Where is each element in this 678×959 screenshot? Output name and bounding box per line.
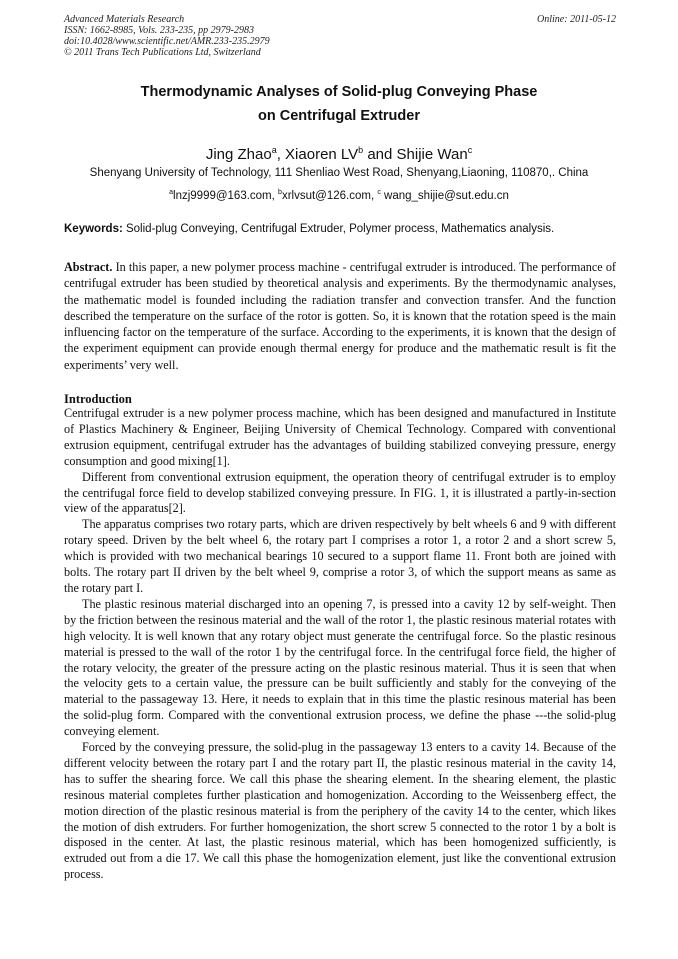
paragraph: Centrifugal extruder is a new polymer process machine, which has been designed and manufactured in Institute of Plastics Machinery & Engineer, Beijing University of Chemical Technology. Compared with conventional extrusion equipment, centrifugal extruder has the advantages of building stabilized conveying pressure, energy consumption and good mixing[1]. bbox=[64, 406, 616, 468]
section-heading-introduction: Introduction bbox=[64, 392, 132, 406]
email-mark: a bbox=[169, 189, 174, 196]
journal-name: Advanced Materials Research bbox=[64, 14, 185, 25]
email-mark: c bbox=[377, 189, 381, 196]
author-name: Xiaoren LV bbox=[285, 146, 359, 163]
email-address: xrlvsut@126.com, bbox=[281, 189, 378, 202]
email-address: lnzj9999@163.com, bbox=[173, 189, 279, 202]
paper-title-line-2: on Centrifugal Extruder bbox=[258, 108, 420, 124]
abstract-text: In this paper, a new polymer process machine - centrifugal extruder is introduced. The performance of centrifugal extruder has been studied by theoretical analysis and experiments. By the thermodynamic analyses, the mathematic model is founded including the radiation transfer and convection transfer. And the function described the temperature on the surface of the rotor is gotten. So, it is known that the rotation speed is the main influencing factor on the temperature of the surface. According to the experiments, it is known that the design of the experiment equipment can provide enough thermal energy for produce and the mathematic result is fit the experiments’ very well. bbox=[64, 260, 616, 372]
email-mark: b bbox=[278, 189, 282, 196]
author-separator: and bbox=[363, 146, 397, 163]
issn-line: ISSN: 1662-8985, Vols. 233-235, pp 2979-2983 bbox=[64, 25, 254, 36]
journal-header bbox=[64, 14, 616, 58]
copyright-line: © 2011 Trans Tech Publications Ltd, Switzerland bbox=[64, 47, 261, 58]
paper-title-line-1: Thermodynamic Analyses of Solid-plug Conveying Phase bbox=[140, 84, 538, 100]
author-affil-mark: b bbox=[358, 145, 364, 155]
author-list bbox=[0, 140, 678, 165]
paragraph: The apparatus comprises two rotary parts, which are driven respectively by belt wheels 6 and 9 with different rotary speed. Driven by the belt wheel 6, the rotary part I comprises a rotor 1, a rotor 2 and a short screw 5, which is provided with two mechanical bearings 10 secured to a support flame 11. Front both are joined with bolts. The rotary part II driven by the belt wheel 9, comprise a rotor 3, of which the support means as same as the rotary part I. bbox=[64, 517, 616, 595]
abstract-label: Abstract. bbox=[64, 260, 113, 274]
introduction-body bbox=[64, 406, 616, 883]
affiliation: Shenyang University of Technology, 111 Shenliao West Road, Shenyang,Liaoning, 110870,. China bbox=[89, 167, 589, 179]
paragraph: Forced by the conveying pressure, the solid-plug in the passageway 13 enters to a cavity 14. Because of the different velocity between the rotary part I and the rotary part II, the plastic resinous material in the cavity 14, has to suffer the shearing force. We call this phase the shearing element. In the shearing element, the plastic resinous material completes further plastication and homogenization. According to the Weissenberg effect, the motion direction of the plastic resinous material is from the periphery of the cavity 14 to the center, which likes the motion of dish extruders. For further homogenization, the short screw 5 connected to the rotor 1 by a bolt is disposed in the center. At last, the plastic resinous material, which has been homogenized sufficiently, is extruded out from a die 17. We call this phase the homogenization element, just like the conventional extrusion process. bbox=[64, 740, 616, 882]
author-separator: , bbox=[276, 146, 286, 163]
author-name: Shijie Wan bbox=[396, 146, 468, 163]
email-list bbox=[0, 186, 678, 203]
email-address: wang_shijie@sut.edu.cn bbox=[380, 189, 509, 202]
abstract bbox=[64, 259, 616, 373]
author-affil-mark: a bbox=[271, 145, 277, 155]
keywords bbox=[64, 222, 616, 236]
paragraph: The plastic resinous material discharged into an opening 7, is pressed into a cavity 12 by self-weight. Then by the friction between the resinous material and the wall of the rotor 1, the plastic resinous material rotates with high velocity. It is well known that any rotary object must generate the centrifugal force. So the plastic resinous material is pressed to the wall of the rotor 1 by the centrifugal force. In the centrifugal force field, the higher of the rotary velocity, the greater of the pressure acting on the plastic resinous material. Thus it is seen that when the velocity gets to a certain value, the pressure can be built sufficiently and stably for the conveying of the material to the passageway 13. Here, it needs to explain that in this time the plastic resinous material has been the solid-plug form. Compared with the conventional extrusion process, we define the phase ---the solid-plug conveying element. bbox=[64, 596, 616, 739]
online-date: Online: 2011-05-12 bbox=[537, 14, 616, 25]
author-name: Jing Zhao bbox=[205, 146, 272, 163]
author-affil-mark: c bbox=[467, 145, 473, 155]
keywords-text: Solid-plug Conveying, Centrifugal Extruder, Polymer process, Mathematics analysis. bbox=[122, 223, 555, 235]
paragraph: Different from conventional extrusion equipment, the operation theory of centrifugal extruder is to employ the centrifugal force field to develop stabilized conveying pressure. In FIG. 1, it is illustrated a partly-in-section view of the apparatus[2]. bbox=[64, 469, 616, 516]
doi-line: doi:10.4028/www.scientific.net/AMR.233-235.2979 bbox=[64, 36, 270, 47]
keywords-label: Keywords: bbox=[64, 223, 123, 235]
journal-info bbox=[64, 14, 616, 58]
